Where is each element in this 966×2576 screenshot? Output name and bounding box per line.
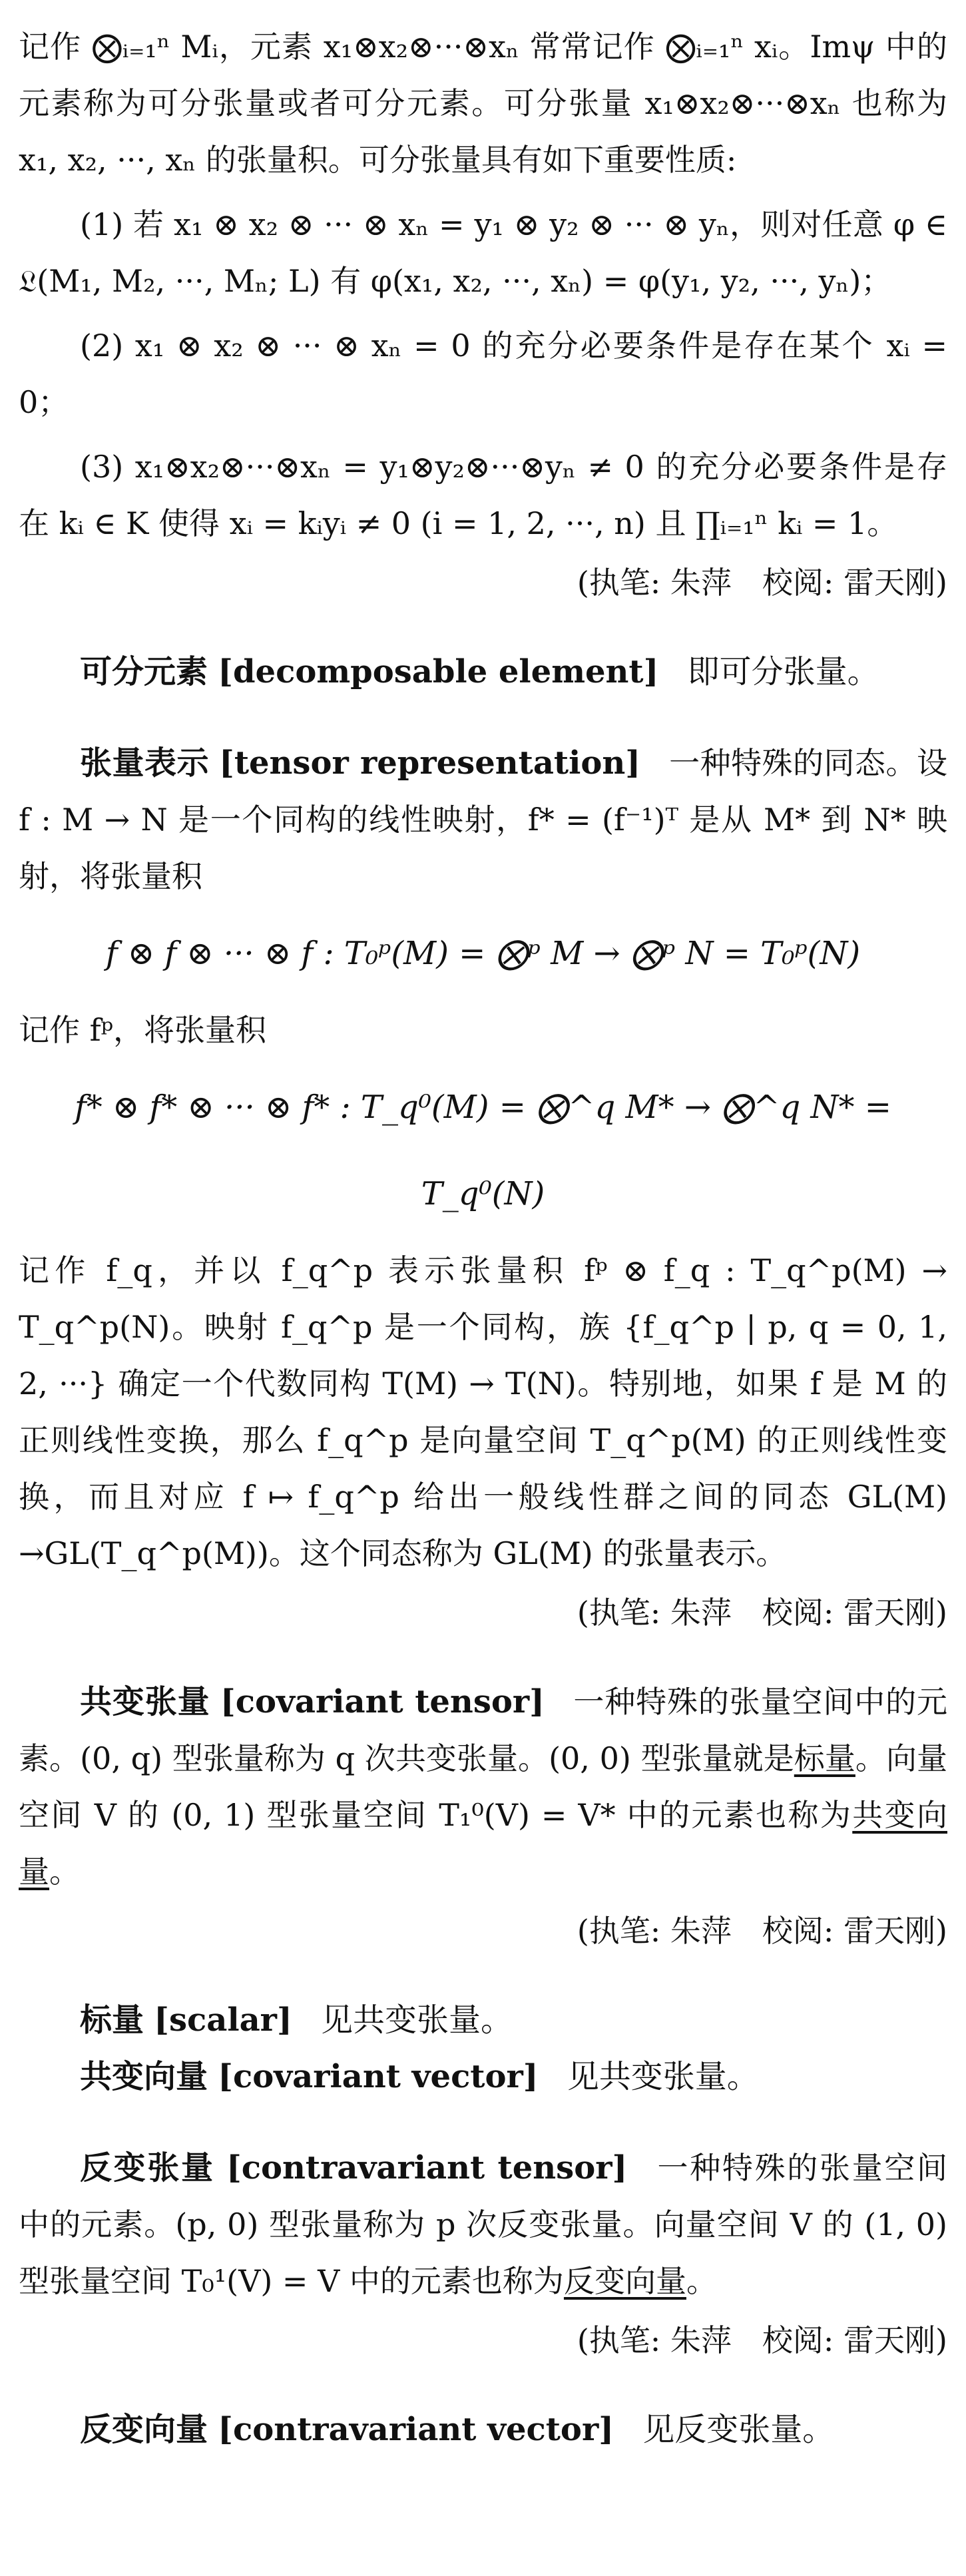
entry-title-cn: 反变张量 [80,2149,215,2187]
entry-covariant-vector [19,2049,947,2105]
credit-line: (执笔: 朱萍 校阅: 雷天刚) [577,1595,947,1631]
property-item-2: (2) x₁ ⊗ x₂ ⊗ ··· ⊗ xₙ = 0 的充分必要条件是存在某个 xᵢ = 0； [19,328,947,420]
entry-title-cn: 张量表示 [80,744,209,782]
display-equation-1: f ⊗ f ⊗ ··· ⊗ f : T₀ᵖ(M) = ⨂ᵖ M → ⨂ᵖ N = T₀ᵖ(N) [105,935,861,972]
entry-contravariant-vector [19,2402,947,2458]
entry-tensor-representation [19,735,947,905]
entry-title-cn: 反变向量 [80,2411,208,2448]
entry-title-en: [decomposable element] [218,653,659,690]
credit-line: (执笔: 朱萍 校阅: 雷天刚) [577,2322,947,2358]
entry-text-rest: 记作 f_q，并以 f_q^p 表示张量积 fᵖ ⊗ f_q : T_q^p(M) → T_q^p(N)。映射 f_q^p 是一个同构，族 {f_q^p | p, q = 0, 1, 2, ···} 确定一个代数同构 T(M) → T(N)。特别地，如果 f 是 M 的正则线性变换，那么 f_q^p 是向量空间 T_q^p(M) 的正则线性变换，而且对应 f ↦ f_q^p 给出一般线性群之间的同态 GL(M) →GL(T_q^p(M))。这个同态称为 GL(M) 的张量表示。 [19,1252,947,1571]
entry-title-cn: 共变张量 [80,1683,210,1720]
entry-definition: 见反变张量。 [642,2411,835,2448]
entry-text-mid: 记作 fᵖ，将张量积 [19,1012,267,1048]
entry-definition: 见共变张量。 [320,2001,513,2039]
property-item-3: (3) x₁⊗x₂⊗···⊗xₙ = y₁⊗y₂⊗···⊗yₙ ≠ 0 的充分必要条件是存在 kᵢ ∈ K 使得 xᵢ = kᵢyᵢ ≠ 0 (i = 1, 2, ···, n) 且 ∏ᵢ₌₁ⁿ kᵢ = 1。 [19,449,947,541]
entry-title-en: [scalar] [154,2001,292,2039]
entry-covariant-tensor [19,1674,947,1900]
entry-title-cn: 可分元素 [80,653,208,690]
display-equation-2: f* ⊗ f* ⊗ ··· ⊗ f* : T_q⁰(M) = ⨂^q M* → ⨂^q N* = T_q⁰(N) [74,1089,892,1212]
cross-reference-contravariant-vector[interactable]: 反变向量 [563,2263,686,2299]
entry-title-en: [covariant vector] [218,2058,539,2095]
entry-definition-b: 。 [686,2263,717,2299]
intro-paragraph: 记作 ⨂ᵢ₌₁ⁿ Mᵢ，元素 x₁⊗x₂⊗···⊗xₙ 常常记作 ⨂ᵢ₌₁ⁿ xᵢ。Imψ 中的元素称为可分张量或者可分元素。可分张量 x₁⊗x₂⊗···⊗xₙ 也称为 x₁, x₂, ···, xₙ 的张量积。可分张量具有如下重要性质: [19,29,947,178]
entry-definition-c: 。 [49,1854,80,1890]
entry-title-en: [contravariant vector] [218,2411,614,2448]
entry-title-cn: 标量 [80,2001,144,2039]
entry-title-cn: 共变向量 [80,2058,208,2095]
entry-title-en: [covariant tensor] [220,1683,545,1720]
property-item-1: (1) 若 x₁ ⊗ x₂ ⊗ ··· ⊗ xₙ = y₁ ⊗ y₂ ⊗ ··· ⊗ yₙ，则对任意 φ ∈ 𝔏(M₁, M₂, ···, Mₙ; L) 有 φ(x₁, x₂, ···, xₙ) = φ(y₁, y₂, ···, yₙ)； [19,206,947,299]
cross-reference-covariant-vector[interactable]: 共变向量 [19,1797,947,1890]
entry-title-en: [tensor representation] [219,744,640,782]
entry-title-en: [contravariant tensor] [226,2149,628,2187]
entry-definition: 一种特殊的同态。设 f : M → N 是一个同构的线性映射，f* = (f⁻¹)ᵀ 是从 M* 到 N* 映射，将张量积 [19,745,948,894]
entry-decomposable-element [19,644,947,700]
cross-reference-scalar[interactable]: 标量 [794,1740,855,1776]
entry-definition-b: 。向量空间 V 的 (0, 1) 型张量空间 T₁⁰(V) = V* 中的元素也称为 [19,1740,947,1833]
credit-line: (执笔: 朱萍 校阅: 雷天刚) [577,1913,947,1949]
entry-scalar [19,1992,947,2049]
entry-definition: 见共变张量。 [567,2058,759,2095]
entry-definition: 即可分张量。 [687,653,879,690]
entry-contravariant-tensor [19,2140,947,2310]
entry-definition-a: 一种特殊的张量空间中的元素。(0, q) 型张量称为 q 次共变张量。(0, 0) 型张量就是 [19,1684,947,1776]
entry-definition-a: 一种特殊的张量空间中的元素。(p, 0) 型张量称为 p 次反变张量。向量空间 V 的 (1, 0) 型张量空间 T₀¹(V) = V 中的元素也称为 [19,2150,948,2299]
credit-line: (执笔: 朱萍 校阅: 雷天刚) [577,565,947,601]
